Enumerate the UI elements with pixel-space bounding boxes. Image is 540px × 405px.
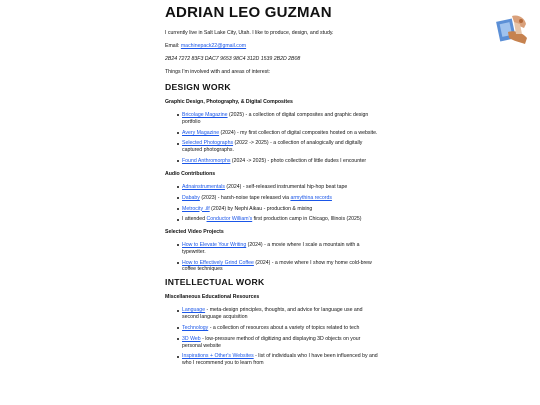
section-heading: INTELLECTUAL WORK — [165, 277, 265, 288]
subsection-heading: Miscellaneous Educational Resources — [165, 294, 260, 301]
item-description: (2024) - a movie where I scale a mountain with a typewriter. — [182, 242, 360, 255]
list-item — [177, 325, 380, 332]
email-link[interactable]: machinepack22@gmail.com — [180, 43, 247, 49]
list-item — [177, 206, 380, 213]
interests-intro: Things I'm involved with and areas of interest: — [165, 69, 271, 75]
item-link[interactable]: Technology — [182, 324, 209, 331]
item-description: (2023) - harsh-noise tape released via — [199, 194, 291, 201]
subsection-heading: Graphic Design, Photography, & Digital Composites — [165, 99, 293, 105]
list-item — [177, 307, 380, 320]
item-link[interactable]: Inspirations + Other's Websites — [182, 353, 254, 360]
list-item — [177, 158, 380, 165]
list-item — [177, 112, 380, 125]
item-prefix: I attended — [182, 216, 207, 223]
page-title: ADRIAN LEO GUZMAN — [165, 4, 332, 21]
bio-text: I currently live in Salt Lake City, Utah. I like to produce, design, and study. — [165, 30, 334, 36]
item-link[interactable]: Bricolage Magazine — [182, 112, 228, 118]
item-link[interactable]: Conductor William's — [206, 216, 253, 223]
list-item — [177, 242, 380, 255]
email-line — [165, 43, 380, 50]
item-link[interactable]: Language — [182, 307, 206, 314]
list-item — [177, 195, 380, 202]
item-description: - meta-design principles, thoughts, and advice for language use and second language acquisition — [182, 307, 363, 321]
item-list — [165, 242, 380, 273]
item-link[interactable]: Adnainstrumentals — [182, 183, 225, 190]
item-link[interactable]: How to Elevate Your Writing — [182, 242, 247, 249]
email-label: Email: — [165, 43, 181, 49]
item-link[interactable]: Found Anthromorphs — [182, 158, 231, 165]
hands-holding-object-icon — [492, 10, 530, 48]
item-description: - a collection of resources about a variety of topics related to tech — [208, 324, 360, 331]
list-item — [177, 353, 380, 366]
item-description: - low-pressure method of digitizing and displaying 3D objects on your personal website — [182, 335, 361, 349]
item-description: (2022 -> 2025) - a collection of analogically and digitally captured photographs. — [182, 140, 363, 154]
list-item — [177, 260, 380, 273]
item-list — [165, 307, 380, 366]
item-description: (2024) by Nephi Aikau - production & mixing — [209, 205, 313, 212]
list-item — [177, 130, 380, 137]
item-list — [165, 184, 380, 223]
list-item — [177, 140, 380, 153]
item-description: - list of individuals who I have been influenced by and who I recommend you to learn from — [182, 353, 378, 367]
intellectual-work-section — [165, 277, 380, 366]
list-item — [177, 216, 380, 223]
item-link[interactable]: 3D Web — [182, 335, 201, 342]
item-description: first production camp in Chicago, Illinois (2025) — [252, 216, 362, 223]
item-description: (2024) - my first collection of digital composites hosted on a website. — [219, 129, 378, 136]
list-item — [177, 336, 380, 349]
subsection-heading: Audio Contributions — [165, 170, 216, 177]
item-link[interactable]: Metrocity .ilf — [182, 205, 210, 212]
subsection-heading: Selected Video Projects — [165, 229, 224, 236]
item-link[interactable]: Selected Photographs — [182, 140, 234, 147]
item-link[interactable]: Avery Magazine — [182, 129, 220, 136]
key-fingerprint: 2B24 7272 83F3 DAC7 9653 98C4 312D 1539 2B2D 2B08 — [165, 56, 301, 62]
item-description: (2025) - a collection of digital composites and graphic design portfolio — [182, 112, 369, 125]
item-link[interactable]: How to Effectively Grind Coffee — [182, 259, 254, 266]
item-list — [165, 112, 380, 165]
item-link[interactable]: Dababy — [182, 194, 200, 201]
design-work-section — [165, 82, 380, 273]
item-link[interactable]: armythina records — [290, 194, 332, 201]
list-item — [177, 184, 380, 191]
item-description: (2024) - a movie where I show my home cold-brew coffee techniques — [182, 259, 372, 273]
item-description: (2024 -> 2025) - photo collection of little dudes I encounter — [230, 158, 367, 165]
section-heading: DESIGN WORK — [165, 82, 231, 92]
page-content — [165, 4, 380, 371]
item-description: (2024) - self-released instrumental hip-hop beat tape — [224, 183, 348, 190]
